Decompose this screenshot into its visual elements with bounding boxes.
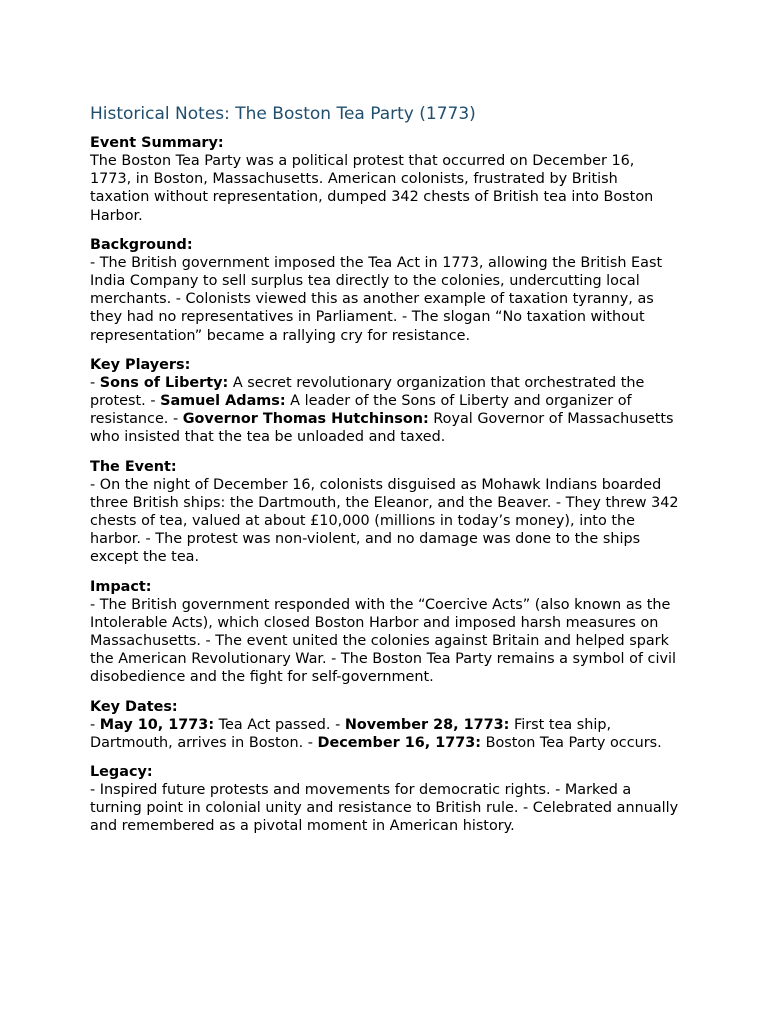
item-term: December 16, 1773: (317, 734, 481, 751)
section-heading: Background: (90, 236, 193, 253)
section-heading: Event Summary: (90, 135, 224, 151)
item-text: Tea Act passed. (214, 716, 336, 733)
section-body: - Inspired future protests and movements for democratic rights. - Marked a turning point in colonial unity and resistance to British rule. - Celebrated annually and remembered as a pivotal moment in American history. (90, 782, 679, 835)
document-title: Historical Notes: The Boston Tea Party (1773) (90, 104, 476, 124)
item-prefix: - (307, 734, 318, 751)
item-prefix: - (90, 716, 100, 733)
item-text: Royal Governor of Massachusetts who insisted that the tea be unloaded and taxed. (90, 411, 674, 446)
section-heading: Key Dates: (90, 698, 178, 715)
document-page (90, 102, 680, 847)
section-impact (90, 578, 680, 687)
item-text: A secret revolutionary organization that orchestrated the protest. (90, 374, 645, 410)
item-prefix: - (90, 374, 100, 391)
section-key-dates (90, 698, 680, 752)
section-legacy (90, 763, 680, 836)
section-body: The Boston Tea Party was a political protest that occurred on December 16, 1773, in Boston, Massachusetts. American colonists, frustrated by British taxation without representation, dumped 342 chests of British tea into Boston Harbor. (90, 153, 654, 224)
item-term: May 10, 1773: (99, 716, 215, 733)
item-text: First tea ship, Dartmouth, arrives in Boston. (90, 716, 612, 751)
item-prefix: - (335, 716, 345, 733)
item-term: Samuel Adams: (160, 393, 286, 410)
section-heading: Legacy: (90, 764, 153, 781)
section-body: - On the night of December 16, colonists disguised as Mohawk Indians boarded three British ships: the Dartmouth, the Eleanor, and the Beaver. - They threw 342 chests of tea, valued at about £10,000 (millions in today’s money), into the harbor. - The protest was non-violent, and no damage was done to the ships except the tea. (90, 476, 679, 566)
section-heading: Impact: (90, 578, 152, 595)
section-body (90, 716, 680, 752)
item-text: A leader of the Sons of Liberty and organizer of resistance. (90, 393, 632, 428)
item-prefix: - (150, 393, 161, 410)
item-term: Governor Thomas Hutchinson: (182, 411, 429, 428)
section-heading: Key Players: (90, 356, 191, 373)
item-term: Sons of Liberty: (99, 374, 229, 391)
section-the-event (90, 458, 680, 567)
item-text: Boston Tea Party occurs. (481, 734, 662, 751)
section-body: - The British government responded with the “Coercive Acts” (also known as the Intolerable Acts), which closed Boston Harbor and imposed harsh measures on Massachusetts. - The event united the colonies against Britain and helped spark the American Revolutionary War. - The Boston Tea Party remains a symbol of civil disobedience and the fight for self-government. (90, 596, 676, 686)
item-prefix: - (172, 411, 183, 428)
section-body (90, 374, 680, 447)
section-event-summary (90, 134, 680, 225)
section-body: - The British government imposed the Tea Act in 1773, allowing the British East India Company to sell surplus tea directly to the colonies, undercutting local merchants. - Colonists viewed this as another example of taxation tyranny, as they had no representatives in Parliament. - The slogan “No taxation without representation” became a rallying cry for resistance. (90, 254, 663, 344)
section-key-players (90, 356, 680, 447)
section-background (90, 236, 680, 345)
item-term: November 28, 1773: (344, 716, 510, 733)
section-heading: The Event: (90, 458, 177, 475)
